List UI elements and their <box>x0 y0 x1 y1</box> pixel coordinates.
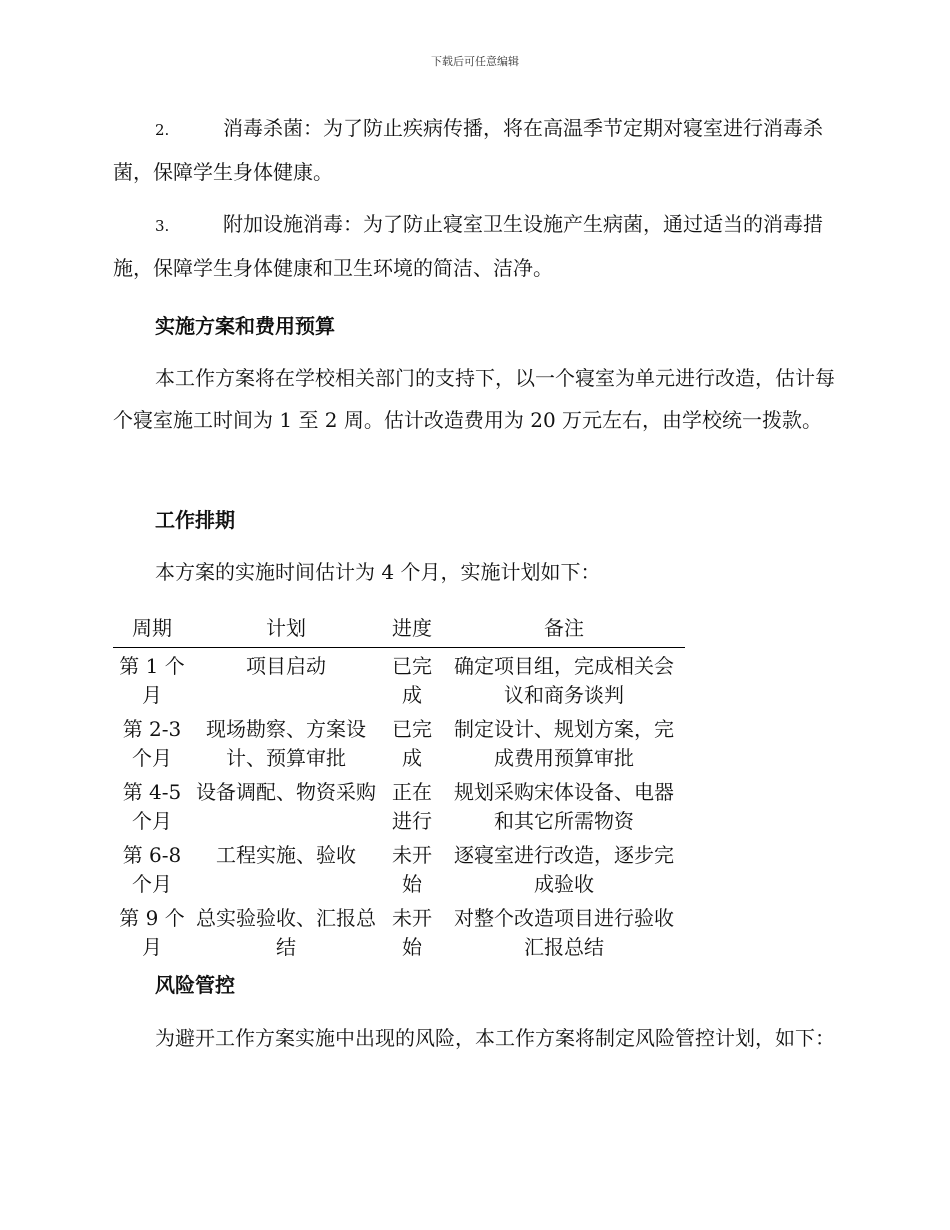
risk-paragraph: 为避开工作方案实施中出现的风险，本工作方案将制定风险管控计划，如下： <box>155 1026 835 1050</box>
list-item-3 <box>113 203 838 289</box>
list-item-2 <box>113 107 838 193</box>
table-header-row <box>113 609 685 648</box>
table-cell: 第 4-5 个月 <box>122 780 182 833</box>
section-heading-risk: 风险管控 <box>155 973 235 997</box>
table-cell: 项目启动 <box>246 654 326 678</box>
table-cell: 制定设计、规划方案，完成费用预算审批 <box>454 717 674 770</box>
table-row <box>113 711 685 774</box>
column-header-period: 周期 <box>113 609 191 648</box>
table-cell: 现场勘察、方案设计、预算审批 <box>206 717 366 770</box>
table-row <box>113 774 685 837</box>
table-cell: 确定项目组，完成相关会议和商务谈判 <box>454 654 674 707</box>
column-header-plan: 计划 <box>191 609 381 648</box>
table-cell: 第 6-8 个月 <box>122 843 182 896</box>
list-number: 3. <box>155 217 170 235</box>
table-cell: 第 9 个月 <box>119 906 185 959</box>
table-cell: 第 1 个月 <box>119 654 185 707</box>
table-cell: 总实验验收、汇报总结 <box>196 906 376 959</box>
table-cell: 设备调配、物资采购 <box>196 780 376 804</box>
table-row <box>113 648 685 712</box>
table-cell: 已完成 <box>392 654 432 707</box>
table-row <box>113 900 685 963</box>
section-heading-schedule: 工作排期 <box>155 508 235 532</box>
table-cell: 工程实施、验收 <box>216 843 356 867</box>
section-heading-budget: 实施方案和费用预算 <box>155 314 335 338</box>
table-cell: 对整个改造项目进行验收汇报总结 <box>454 906 674 959</box>
list-item-text: 消毒杀菌：为了防止疾病传播，将在高温季节定期对寝室进行消毒杀菌，保障学生身体健康。 <box>113 116 823 184</box>
table-cell: 规划采购宋体设备、电器和其它所需物资 <box>454 780 674 833</box>
list-item-text: 附加设施消毒：为了防止寝室卫生设施产生病菌，通过适当的消毒措施，保障学生身体健康和卫生环境的简洁、洁净。 <box>113 212 823 280</box>
schedule-paragraph: 本方案的实施时间估计为 4 个月，实施计划如下： <box>155 560 601 584</box>
budget-paragraph: 本工作方案将在学校相关部门的支持下，以一个寝室为单元进行改造，估计每个寝室施工时间为 1 至 2 周。估计改造费用为 20 万元左右，由学校统一拨款。 <box>113 366 835 432</box>
table-cell: 第 2-3 个月 <box>122 717 182 770</box>
table-cell: 未开始 <box>392 843 432 896</box>
page-header: 下载后可任意编辑 <box>431 55 519 68</box>
table-cell: 已完成 <box>392 717 432 770</box>
schedule-table <box>113 609 685 963</box>
column-header-notes: 备注 <box>443 609 685 648</box>
list-number: 2. <box>155 121 170 139</box>
column-header-progress: 进度 <box>381 609 443 648</box>
table-row <box>113 837 685 900</box>
table-cell: 未开始 <box>392 906 432 959</box>
table-cell: 正在进行 <box>392 780 432 833</box>
table-cell: 逐寝室进行改造，逐步完成验收 <box>454 843 674 896</box>
